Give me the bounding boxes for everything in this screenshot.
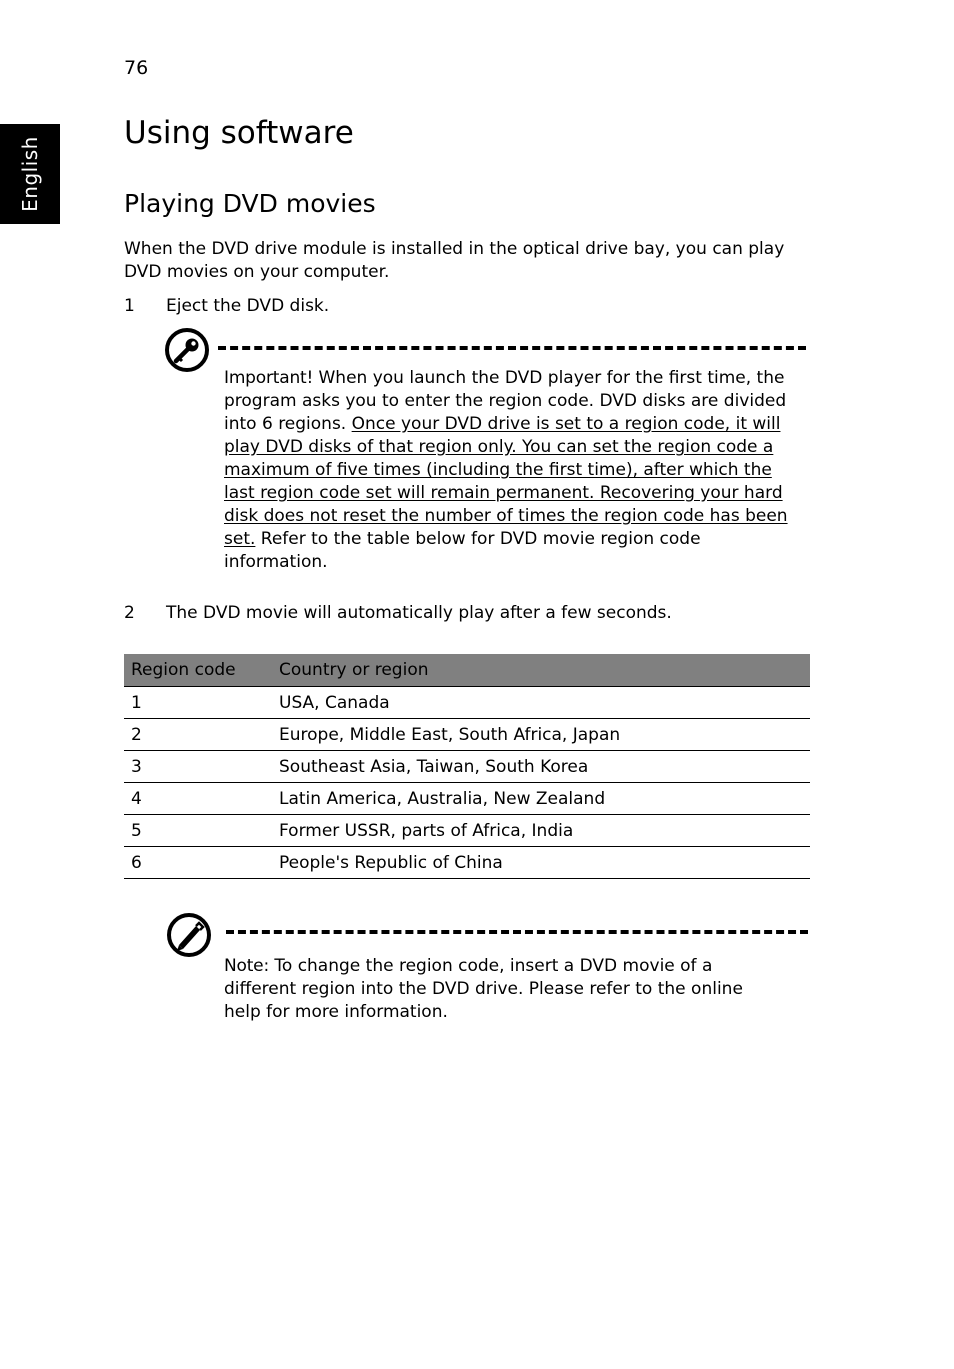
country-cell: Former USSR, parts of Africa, India xyxy=(272,815,810,847)
region-code-cell: 6 xyxy=(124,847,272,879)
language-tab xyxy=(0,124,60,224)
region-code-cell: 5 xyxy=(124,815,272,847)
important-underlined-text: Once your DVD drive is set to a region code, it will play DVD disks of that region only. You can set the region code a maximum of five times (including the first time), after which the last region code set will remain permanent. Recovering your hard disk does not reset the number of times the region code has been set. xyxy=(224,414,788,549)
step-2-number: 2 xyxy=(124,603,135,623)
page-number: 76 xyxy=(124,57,149,79)
note-label: Note: xyxy=(224,956,269,976)
note-callout-text xyxy=(224,955,784,1024)
note-text: To change the region code, insert a DVD movie of a different region into the DVD drive. Please refer to the online help for more information. xyxy=(224,956,743,1022)
step-1-number: 1 xyxy=(124,296,135,316)
important-text-after: Refer to the table below for DVD movie region code information. xyxy=(224,529,701,572)
country-cell: People's Republic of China xyxy=(272,847,810,879)
country-cell: USA, Canada xyxy=(272,687,810,719)
important-label: Important! xyxy=(224,368,314,388)
intro-paragraph: When the DVD drive module is installed in the optical drive bay, you can play DVD movies on your computer. xyxy=(124,239,785,282)
section-title: Playing DVD movies xyxy=(124,189,376,218)
country-cell: Europe, Middle East, South Africa, Japan xyxy=(272,719,810,751)
note-divider xyxy=(226,930,808,934)
table-row xyxy=(124,719,810,751)
region-code-cell: 3 xyxy=(124,751,272,783)
table-row xyxy=(124,687,810,719)
step-1-text: Eject the DVD disk. xyxy=(166,296,330,316)
region-code-cell: 4 xyxy=(124,783,272,815)
region-code-cell: 1 xyxy=(124,687,272,719)
step-2-text: The DVD movie will automatically play after a few seconds. xyxy=(166,603,672,623)
note-pen-icon xyxy=(166,912,212,958)
country-cell: Southeast Asia, Taiwan, South Korea xyxy=(272,751,810,783)
important-text-before: When you launch the DVD player for the first time, the program asks you to enter the region code. DVD disks are divided into 6 regions. xyxy=(224,368,787,434)
table-row xyxy=(124,815,810,847)
important-key-icon xyxy=(164,327,210,373)
language-tab-label: English xyxy=(18,136,42,212)
header-region-code: Region code xyxy=(124,654,272,687)
region-code-cell: 2 xyxy=(124,719,272,751)
page-title: Using software xyxy=(124,115,354,151)
header-country-or-region: Country or region xyxy=(272,654,810,687)
table-row xyxy=(124,751,810,783)
region-code-table xyxy=(124,654,810,879)
table-row xyxy=(124,783,810,815)
important-divider xyxy=(218,346,806,350)
important-callout-text xyxy=(224,367,799,574)
table-header-row xyxy=(124,654,810,687)
country-cell: Latin America, Australia, New Zealand xyxy=(272,783,810,815)
table-row xyxy=(124,847,810,879)
